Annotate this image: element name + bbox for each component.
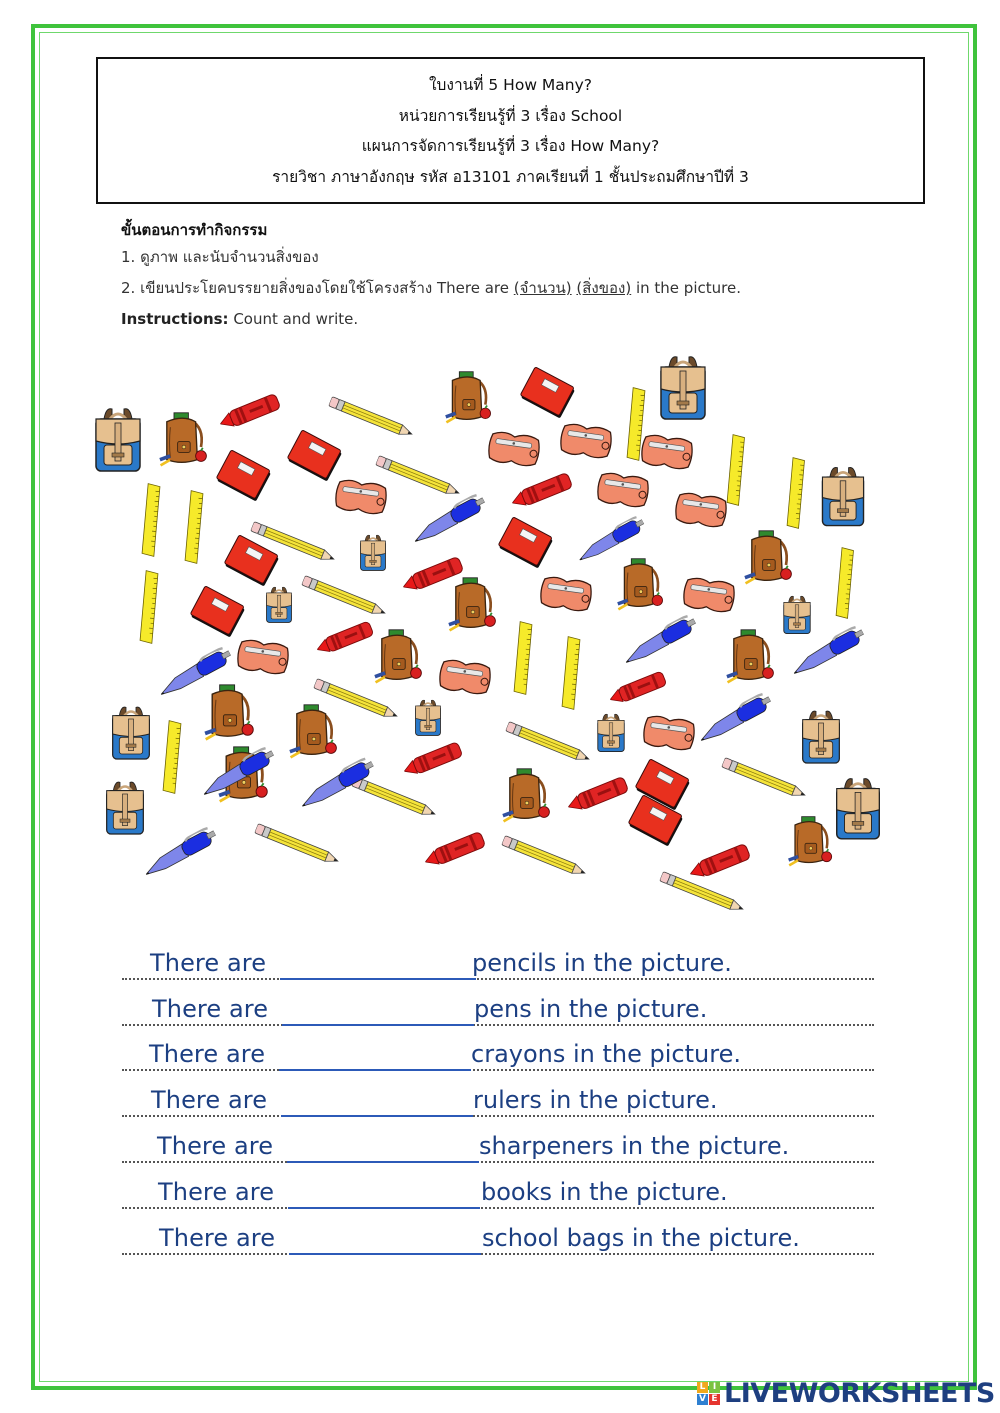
step-2-suffix: in the picture. [631, 279, 741, 297]
book-icon [494, 514, 559, 574]
ruler-icon [785, 456, 807, 529]
sentence-row [122, 1117, 874, 1163]
blue-backpack-icon [796, 708, 846, 766]
pen-icon [140, 825, 221, 882]
sentence-row [122, 980, 874, 1026]
crayon-icon [401, 739, 466, 780]
crayon-icon [422, 829, 489, 872]
brown-backpack-icon [201, 683, 257, 743]
course-info: รายวิชา ภาษาอังกฤษ รหัส อ13101 ภาคเรียนที่ 1 ชั้นประถมศึกษาปีที่ 3 [272, 167, 749, 186]
badge-letter: V [697, 1394, 708, 1405]
sentence-suffix: sharpeners in the picture. [479, 1131, 790, 1160]
sentence-row [122, 934, 874, 980]
sentence-row [122, 1026, 874, 1072]
ruler-icon [161, 719, 183, 794]
ruler-icon [560, 635, 582, 710]
unit-title: หน่วยการเรียนรู้ที่ 3 เรื่อง School [398, 106, 623, 125]
pen-icon [620, 613, 701, 670]
sharpener-icon [557, 419, 615, 462]
step-2-quantity: (จำนวน) [513, 279, 572, 297]
pen-icon [409, 492, 490, 549]
instructions-text: Count and write. [228, 310, 359, 328]
sentence-prefix: There are [152, 994, 269, 1023]
badge-letter: E [709, 1394, 720, 1405]
blue-backpack-icon [88, 405, 148, 475]
brown-backpack-icon [723, 628, 777, 686]
liveworksheets-logo [697, 1377, 995, 1409]
badge-letter: I [709, 1382, 720, 1393]
activity-steps [121, 218, 741, 335]
pencil-icon [501, 834, 590, 881]
brown-backpack-icon [445, 576, 499, 634]
pencil-icon [301, 574, 390, 621]
sentence-prefix: There are [149, 1040, 266, 1069]
ruler-icon [834, 546, 856, 619]
badge-letter: L [697, 1382, 708, 1393]
sentence-suffix: books in the picture. [481, 1177, 728, 1206]
blue-backpack-icon [829, 775, 887, 843]
sentence-prefix: There are [158, 1177, 275, 1206]
pencil-icon [505, 720, 594, 767]
brown-backpack-icon [741, 529, 795, 587]
steps-heading: ขั้นตอนการทำกิจกรรม [121, 221, 268, 239]
sentence-suffix: school bags in the picture. [482, 1223, 800, 1252]
brown-backpack-icon [442, 370, 494, 425]
crayon-icon [687, 841, 754, 884]
ruler-icon [183, 489, 205, 564]
step-2 [121, 273, 741, 304]
sentence-row [122, 1163, 874, 1209]
book-icon [186, 583, 251, 643]
pen-icon [695, 691, 776, 748]
brown-backpack-icon [499, 767, 553, 825]
blue-backpack-icon [262, 585, 296, 625]
sentence-prefix: There are [159, 1223, 276, 1252]
sentence-prefix: There are [157, 1131, 274, 1160]
sentence-suffix: pens in the picture. [474, 994, 708, 1023]
sentence-suffix: rulers in the picture. [473, 1086, 718, 1115]
crayon-icon [565, 774, 632, 817]
sharpener-icon [234, 635, 292, 678]
ruler-icon [138, 569, 160, 644]
brown-backpack-icon [156, 411, 210, 469]
live-badge-icon [697, 1382, 720, 1405]
sharpener-icon [638, 430, 696, 473]
pencil-icon [254, 822, 343, 869]
step-2-object: (สิ่งของ) [576, 279, 632, 297]
blue-backpack-icon [106, 704, 156, 762]
blue-backpack-icon [779, 594, 815, 636]
sharpener-icon [672, 488, 730, 531]
sentence-prefix: There are [150, 948, 267, 977]
sentence-suffix: crayons in the picture. [471, 1040, 741, 1069]
crayon-icon [314, 618, 377, 658]
crayon-icon [217, 391, 284, 434]
blue-backpack-icon [356, 533, 390, 573]
sharpener-icon [436, 655, 494, 698]
blue-backpack-icon [411, 698, 445, 738]
sharpener-icon [680, 573, 738, 616]
worksheet-title: ใบงานที่ 5 How Many? [428, 76, 593, 94]
pencil-icon [328, 395, 417, 442]
blue-backpack-icon [815, 464, 871, 529]
instructions [121, 304, 741, 335]
brown-backpack-icon [614, 557, 666, 612]
worksheet-header [96, 57, 925, 204]
sharpener-icon [485, 427, 543, 470]
ruler-icon [140, 482, 162, 557]
blue-backpack-icon [100, 779, 150, 837]
sharpener-icon [640, 711, 698, 754]
blue-backpack-icon [593, 712, 629, 754]
step-2-text: 2. เขียนประโยคบรรยายสิ่งของโดยใช้โครงสร้าง There are [121, 279, 514, 297]
sentence-suffix: pencils in the picture. [472, 948, 732, 977]
sharpener-icon [332, 475, 390, 518]
ruler-icon [512, 620, 534, 695]
step-1: 1. ดูภาพ และนับจำนวนสิ่งของ [121, 248, 319, 266]
sharpener-icon [594, 468, 652, 511]
sharpener-icon [537, 572, 595, 615]
instructions-label: Instructions: [121, 310, 229, 328]
sentence-prefix: There are [151, 1086, 268, 1115]
school-supplies-picture [85, 345, 915, 915]
lesson-plan-title: แผนการจัดการเรียนรู้ที่ 3 เรื่อง How Many? [361, 137, 660, 155]
book-icon [516, 364, 581, 424]
book-icon [212, 447, 277, 507]
logo-text: LIVEWORKSHEETS [724, 1377, 995, 1409]
blue-backpack-icon [653, 353, 713, 423]
brown-backpack-icon [286, 703, 340, 761]
crayon-icon [607, 668, 670, 708]
answer-sentences [122, 934, 874, 1255]
brown-backpack-icon [785, 815, 835, 868]
answer-blank[interactable] [289, 1253, 481, 1255]
sentence-row [122, 1209, 874, 1255]
brown-backpack-icon [371, 628, 425, 686]
crayon-icon [509, 470, 576, 513]
sentence-row [122, 1071, 874, 1117]
